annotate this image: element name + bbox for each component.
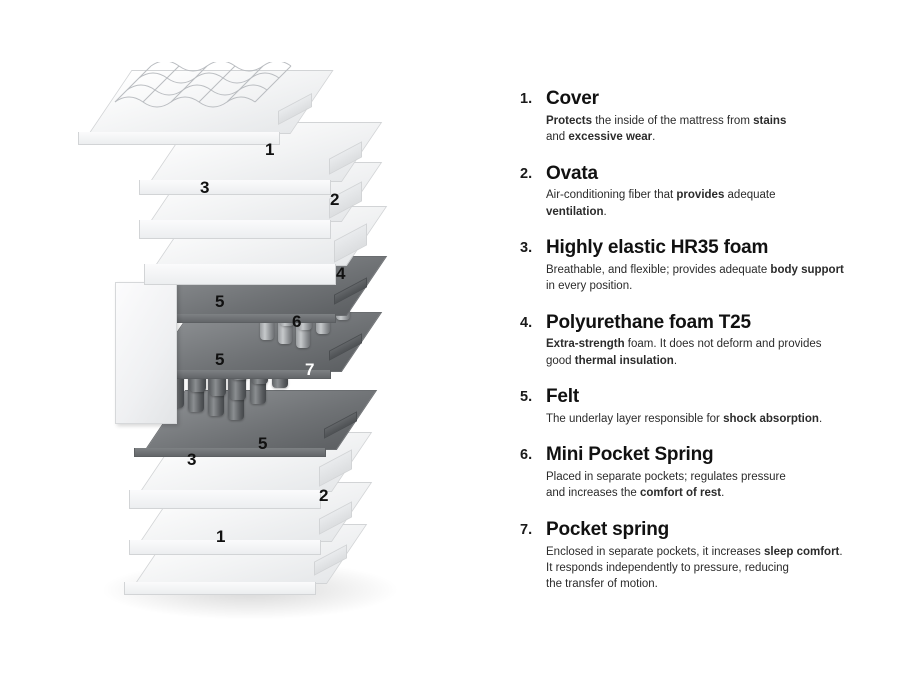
layer-cover-top-front [78, 132, 280, 145]
legend-entry [520, 386, 880, 427]
legend-entry-index: 6. [520, 447, 533, 464]
legend-entry-title: Ovata [546, 162, 598, 184]
legend-entry [520, 163, 880, 221]
layer-number-5-lower: 5 [258, 434, 268, 453]
legend-entry-body [546, 163, 880, 221]
foam-block-cutaway [115, 282, 177, 424]
layer-number-1-top: 1 [265, 140, 275, 159]
legend-entry-title: Felt [546, 386, 579, 407]
legend-entry [520, 237, 880, 295]
legend-entry-title: Cover [546, 88, 599, 109]
layer-number-5-middle: 5 [215, 350, 225, 369]
legend-entry [520, 312, 880, 370]
layer-number-7: 7 [305, 360, 315, 379]
layer-bottom-cover-front [124, 582, 316, 595]
layer-number-1-bottom: 1 [216, 527, 226, 546]
legend-entry-description: Breathable, and flexible; provides adequate body support in every position. [546, 263, 844, 293]
legend-entry-description: Air-conditioning fiber that provides adequate ventilation. [546, 189, 776, 218]
layer-t25-front [144, 264, 336, 285]
legend-entry-title: Polyurethane foam T25 [546, 311, 751, 333]
layer-number-2-bottom: 2 [319, 486, 329, 505]
layer-number-6: 6 [292, 312, 302, 331]
layer-number-2-top: 2 [330, 190, 340, 209]
layer-number-3-top: 3 [200, 178, 210, 197]
legend-entry-index: 1. [520, 91, 533, 107]
legend-entry-title: Highly elastic HR35 foam [546, 237, 769, 258]
legend-entry-body [546, 386, 880, 427]
layer-number-4: 4 [336, 264, 346, 283]
layer-number-3-bottom: 3 [187, 450, 197, 469]
legend-entry [520, 444, 880, 502]
legend-entry [520, 88, 880, 146]
legend-entry-index: 4. [520, 314, 533, 331]
legend-entry-body [546, 237, 880, 295]
legend-entry-description: Placed in separate pockets; regulates pressure and increases the comfort of rest. [546, 471, 786, 500]
mattress-exploded-diagram [60, 90, 480, 610]
layer-ovata-top-front [139, 180, 331, 195]
legend-entry-index: 5. [520, 389, 533, 405]
layer-felt-lower-front [134, 448, 326, 457]
layer-number-5-upper: 5 [215, 292, 225, 311]
legend-entry-title: Pocket spring [546, 518, 670, 540]
legend-entry-description: The underlay layer responsible for shock absorption. [546, 412, 823, 425]
legend-entry [520, 519, 880, 593]
legend-entry-body [546, 312, 880, 370]
legend-entry-index: 7. [520, 521, 533, 538]
legend-list [520, 88, 880, 610]
legend-entry-body [546, 88, 880, 146]
legend-entry-body [546, 519, 880, 593]
legend-entry-description: Protects the inside of the mattress from stains and excessive wear. [546, 114, 787, 144]
legend-entry-title: Mini Pocket Spring [546, 444, 714, 466]
layer-hr35-top-front [139, 220, 331, 239]
legend-entry-index: 3. [520, 240, 533, 256]
legend-entry-description: Enclosed in separate pockets, it increases sleep comfort. It responds independently to pressure, reducing the transfer of motion. [546, 545, 843, 591]
layer-bottom-hr35-front [129, 490, 321, 509]
legend-entry-index: 2. [520, 165, 533, 182]
legend-entry-description: Extra-strength foam. It does not deform and provides good thermal insulation. [546, 338, 822, 367]
legend-entry-body [546, 444, 880, 502]
